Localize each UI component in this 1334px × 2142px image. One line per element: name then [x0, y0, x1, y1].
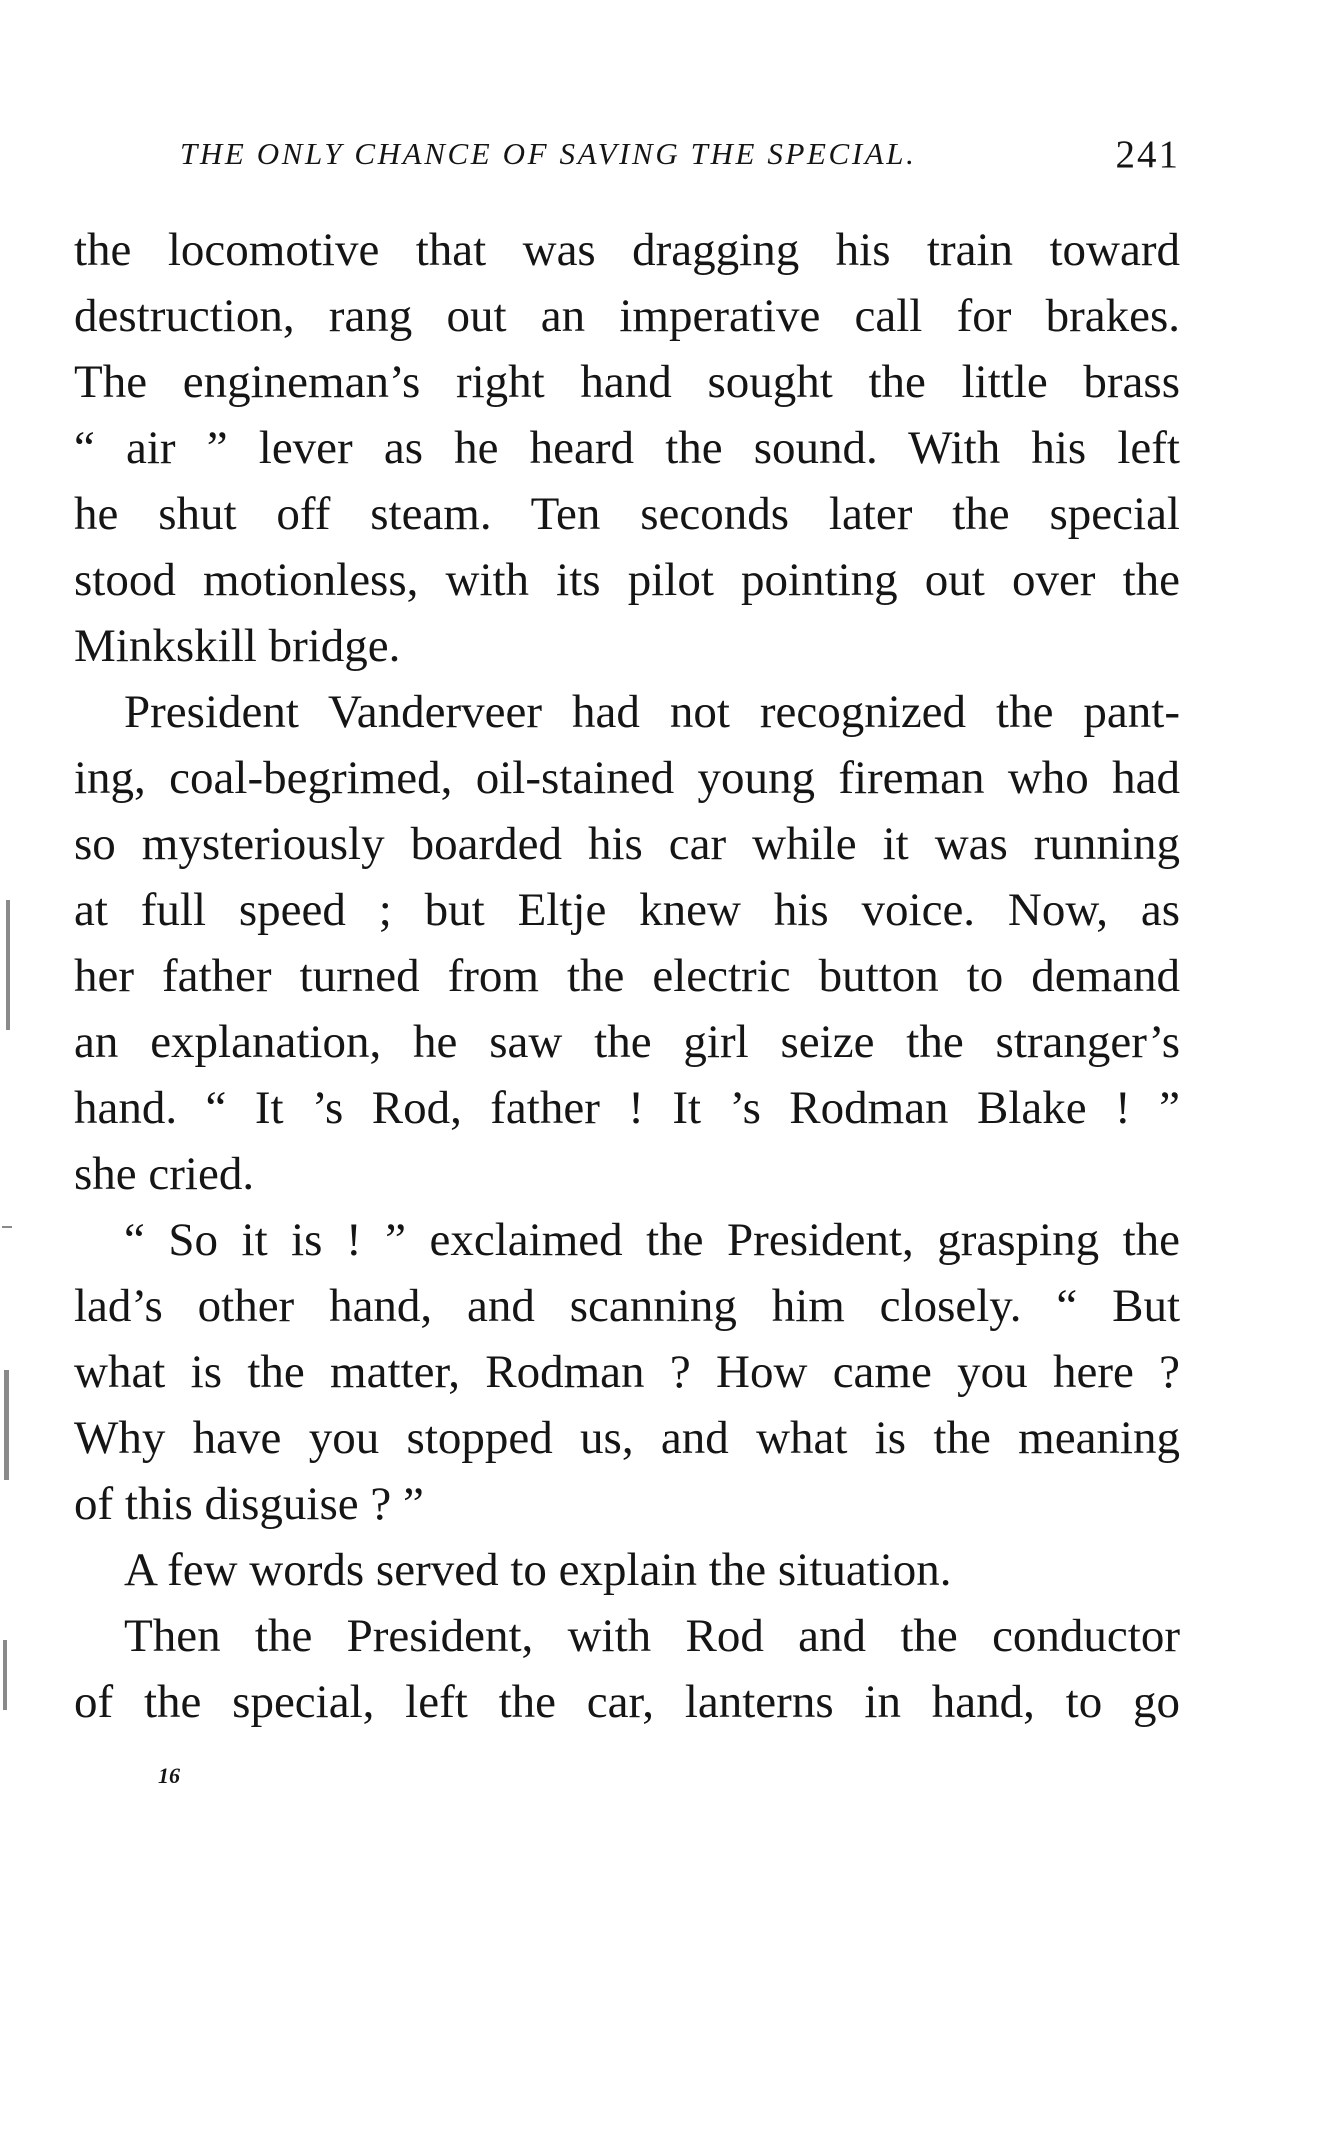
text-line: “ So it is ! ” exclaimed the President, grasping the	[124, 1214, 1180, 1266]
text-line: A few words served to explain the situation.	[124, 1544, 952, 1596]
running-title: THE ONLY CHANCE OF SAVING THE SPECIAL.	[180, 136, 917, 171]
text-line: “ air ” lever as he heard the sound. With his left	[74, 422, 1180, 474]
running-head	[180, 132, 1180, 182]
text-line: ing, coal-begrimed, oil-stained young fireman who had	[74, 752, 1180, 804]
text-line: of this disguise ? ”	[74, 1478, 424, 1530]
text-line: destruction, rang out an imperative call for brakes.	[74, 290, 1180, 342]
text-line: The engineman’s right hand sought the little brass	[74, 356, 1180, 408]
text-line: of the special, left the car, lanterns in hand, to go	[74, 1676, 1180, 1728]
text-line: so mysteriously boarded his car while it was running	[74, 818, 1180, 870]
text-line: President Vanderveer had not recognized the pant-	[124, 686, 1180, 738]
margin-speck	[3, 1640, 7, 1710]
margin-speck	[6, 900, 10, 1030]
text-line: stood motionless, with its pilot pointing out over the	[74, 554, 1180, 606]
text-line: the locomotive that was dragging his train toward	[74, 224, 1180, 276]
text-line: Then the President, with Rod and the conductor	[124, 1610, 1180, 1662]
body-text	[74, 217, 1180, 1735]
text-line: hand. “ It ’s Rod, father ! It ’s Rodman Blake ! ”	[74, 1082, 1180, 1134]
text-line: he shut off steam. Ten seconds later the special	[74, 488, 1180, 540]
page-number: 241	[1115, 133, 1180, 176]
text-line: an explanation, he saw the girl seize the stranger’s	[74, 1016, 1180, 1068]
text-line: she cried.	[74, 1148, 255, 1200]
margin-speck	[2, 1226, 12, 1228]
text-line: Why have you stopped us, and what is the meaning	[74, 1412, 1180, 1464]
text-line: at full speed ; but Eltje knew his voice. Now, as	[74, 884, 1180, 936]
text-line: what is the matter, Rodman ? How came you here ?	[74, 1346, 1180, 1398]
text-line: lad’s other hand, and scanning him closely. “ But	[74, 1280, 1180, 1332]
margin-speck	[4, 1370, 9, 1480]
signature-mark: 16	[158, 1763, 180, 1788]
text-line: Minkskill bridge.	[74, 620, 401, 672]
text-line: her father turned from the electric button to demand	[74, 950, 1180, 1002]
